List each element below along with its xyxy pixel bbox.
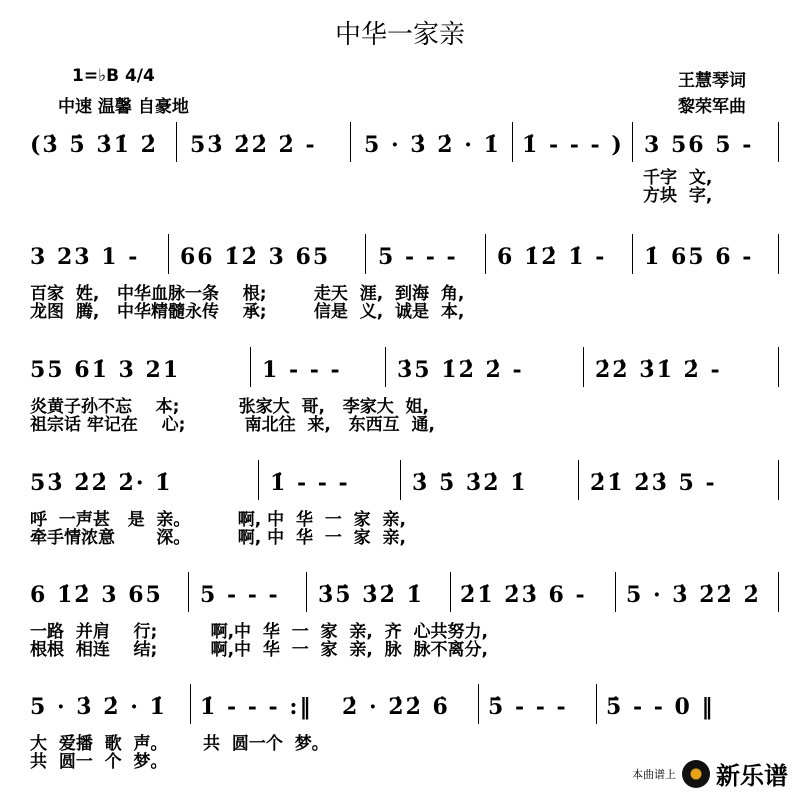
lyricist: 王慧琴词 [678,71,746,91]
lyric-verse-1: 大 爱播 歌 声。 共 圆一个 梦。 [30,734,329,754]
measure: 3 23 1 - [30,244,140,270]
barline [485,234,486,274]
watermark-logo [632,756,788,791]
lyric-verse-1: 千字 文, [643,168,713,188]
lyric-verse-1: 一路 并肩 行; 啊,中 华 一 家 亲, 齐 心共努力, [30,622,488,642]
tempo-marking: 中速 温馨 自豪地 [58,97,189,117]
measure: 3̇ 5̇ 3̇2̇ 1̇ [412,470,528,496]
brand-name: 新乐谱 [716,762,788,790]
measure: 53̇ 2̇2̇ 2̇· 1̇ [30,470,173,496]
measure: 3̇5̇ 3̇2̇ 1̇ [318,582,424,608]
barline [632,234,633,274]
barline [176,122,177,162]
lyric-verse-2: 牵手情浓意 深。 啊, 中 华 一 家 亲, [30,528,406,548]
staff-row-3 [0,353,800,453]
measure: 5̇ - - 0 ‖ [606,694,715,720]
lyric-verse-1: 百家 姓, 中华血脉一条 根; 走天 涯, 到海 角, [30,284,465,304]
barline [778,234,779,274]
staff-row-2 [0,240,800,340]
measure: 5 · 3̇ 2̇2̇ 2̇ [626,582,761,608]
measure: 1 - - - [262,357,342,383]
measure: 6 1̇2̇ 1̇ - [497,244,607,270]
barline [365,234,366,274]
vinyl-disc-icon [682,760,710,788]
barline [400,460,401,500]
barline [190,684,191,724]
barline [615,572,616,612]
barline [258,460,259,500]
footer-note: 本曲谱上 [632,767,676,781]
staff-row-4 [0,466,800,566]
measure: 3 56 5 - [644,132,754,158]
song-title: 中华一家亲 [334,20,465,50]
measure: 5 · 3̇ 2̇ · 1̇ [30,694,167,720]
barline [168,234,169,274]
barline [596,684,597,724]
measure: 6 1̇2̇ 3 65 [30,582,163,608]
measure: 2̇1̇ 2̇3̇ 6 - [460,582,587,608]
barline [578,460,579,500]
lyric-verse-2: 龙图 腾, 中华精髓永传 承; 信是 义, 诚是 本, [30,302,465,322]
lyric-verse-2: 祖宗话 牢记在 心; 南北往 来, 东西互 通, [30,415,435,435]
barline [778,347,779,387]
barline [306,572,307,612]
lyric-verse-2: 共 圆一 个 梦。 [30,752,168,772]
barline [583,347,584,387]
barline [188,572,189,612]
barline [778,572,779,612]
lyric-verse-1: 炎黄子孙不忘 本; 张家大 哥, 李家大 姐, [30,397,430,417]
barline [632,122,633,162]
barline [450,572,451,612]
measure: 1̇ - - - :‖ [200,694,313,720]
lyric-verse-2: 根根 相连 结; 啊,中 华 一 家 亲, 脉 脉不离分, [30,640,488,660]
measure: (3̇ 5̇ 3̇1̇ 2̇ [30,132,158,158]
measure: 53̇ 2̇2̇ 2̇ - [190,132,317,158]
measure: 5̇ - - - [488,694,568,720]
measure: 1̇ 65 6 - [644,244,754,270]
measure: 5 - - - [378,244,458,270]
lyric-verse-2: 方块 字, [643,186,713,206]
measure: 1̇ - - - ) [522,132,624,158]
barline [250,347,251,387]
measure: 3̇5 1̇2̇ 2̇ - [397,357,524,383]
lyric-verse-1: 呼 一声甚 是 亲。 啊, 中 华 一 家 亲, [30,510,406,530]
measure: 5 - - - [200,582,280,608]
barline [778,122,779,162]
staff-row-5 [0,578,800,678]
measure: 2̇2̇ 3̇1̇ 2̇ - [595,357,722,383]
barline [778,460,779,500]
barline [385,347,386,387]
measure: 2̇ · 2̇2̇ 6̇ [342,694,450,720]
staff-row-1 [0,128,800,228]
measure: 5 · 3̇ 2̇ · 1̇ [364,132,501,158]
key-signature: 1=♭B 4/4 [72,66,155,86]
barline [350,122,351,162]
measure: 66 1̇2̇ 3 65 [180,244,331,270]
measure: 1̇ - - - [270,470,350,496]
barline [512,122,513,162]
measure: 55 61̇ 3 21 [30,357,181,383]
composer: 黎荣军曲 [678,97,746,117]
measure: 2̇1̇ 2̇3̇ 5 - [590,470,717,496]
barline [478,684,479,724]
